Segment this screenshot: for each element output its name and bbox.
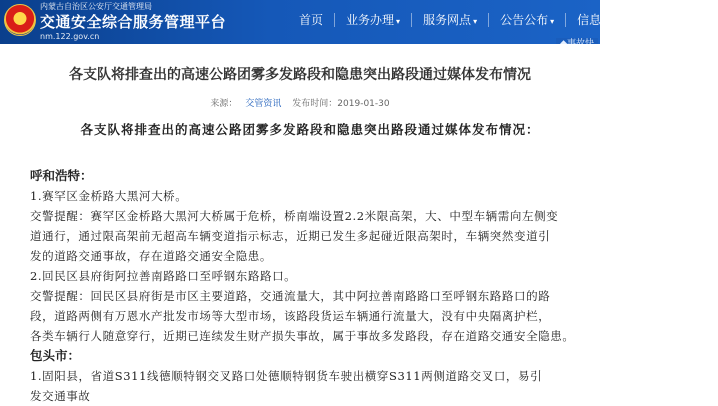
nav-business-label: 业务办理 bbox=[346, 13, 395, 27]
paragraph-line: 各类车辆行人随意穿行，近期已连续发生财产损失事故，属于事故多发路段，存在道路交通安全隐患。 bbox=[30, 329, 575, 343]
paragraph-line: 道通行，通过限高架前无超高车辆变道指示标志，近期已发生多起碰近限高架时，车辆突然变道引 bbox=[30, 229, 551, 243]
nav-home-label: 首页 bbox=[299, 13, 324, 27]
meta-source-prefix: 来源： bbox=[210, 99, 238, 109]
article-meta bbox=[0, 96, 600, 109]
nav-service-points[interactable] bbox=[412, 0, 488, 44]
paragraph-line: 段，道路两侧有万恩水产批发市场等大型市场，该路段货运车辆通行流量大，没有中央隔离护栏， bbox=[30, 309, 551, 323]
article-body bbox=[30, 120, 590, 406]
paragraph-line: 交警提醒：回民区县府街是市区主要道路，交通流量大，其中阿拉善南路路口至呼钢东路路口的路 bbox=[30, 289, 551, 303]
meta-source-link[interactable]: 交管资讯 bbox=[245, 99, 282, 109]
chevron-down-icon: ▾ bbox=[550, 17, 555, 26]
paragraph-line: 交警提醒：赛罕区金桥路大黑河大桥属于危桥，桥南端设置2.2米限高架，大、中型车辆需向左侧变 bbox=[30, 209, 559, 223]
article-title: 各支队将排查出的高速公路团雾多发路段和隐患突出路段通过媒体发布情况 bbox=[69, 67, 531, 83]
site-url: nm.122.gov.cn bbox=[40, 32, 100, 41]
nav-info-query-label: 信息查询 bbox=[577, 13, 626, 27]
paragraph-line: 1.赛罕区金桥路大黑河大桥。 bbox=[30, 189, 188, 203]
nav-app-download-label: APP下载 bbox=[654, 13, 701, 27]
department-name: 内蒙古自治区公安厅交通管理局 bbox=[40, 2, 152, 11]
main-nav bbox=[288, 0, 718, 44]
article-lead: 各支队将排查出的高速公路团雾多发路段和隐患突出路段通过媒体发布情况： bbox=[80, 122, 540, 137]
paragraph-line: 发的道路交通事故，存在道路交通安全隐患。 bbox=[30, 249, 272, 263]
chevron-down-icon: ▾ bbox=[627, 17, 632, 26]
nav-announcements-label: 公告公布 bbox=[500, 13, 549, 27]
article-container bbox=[0, 44, 600, 401]
nav-announcements[interactable] bbox=[489, 0, 565, 44]
nav-home[interactable] bbox=[288, 0, 334, 44]
site-brand[interactable] bbox=[40, 2, 226, 42]
section-heading: 包头市： bbox=[30, 348, 81, 363]
police-emblem-icon bbox=[4, 4, 36, 36]
site-title: 交通安全综合服务管理平台 bbox=[40, 13, 227, 31]
nav-business[interactable] bbox=[335, 0, 411, 44]
paragraph-line: 2.回民区县府街阿拉善南路路口至呼钢东路路口。 bbox=[30, 269, 297, 283]
site-header bbox=[0, 0, 707, 44]
chevron-down-icon: ▾ bbox=[473, 17, 478, 26]
chevron-down-icon: ▾ bbox=[702, 17, 707, 26]
meta-date: 发布时间：2019-01-30 bbox=[292, 99, 390, 109]
chevron-down-icon: ▾ bbox=[396, 17, 401, 26]
section-heading: 呼和浩特： bbox=[30, 168, 93, 183]
paragraph-line: 1.固阳县，省道S311线德顺特钢交叉路口处德顺特钢货车驶出横穿S311两侧道路交叉口，易引 bbox=[30, 369, 543, 383]
paragraph-line: 发交通事故 bbox=[30, 389, 91, 403]
nav-app-download[interactable] bbox=[643, 0, 718, 44]
nav-service-points-label: 服务网点 bbox=[423, 13, 472, 27]
